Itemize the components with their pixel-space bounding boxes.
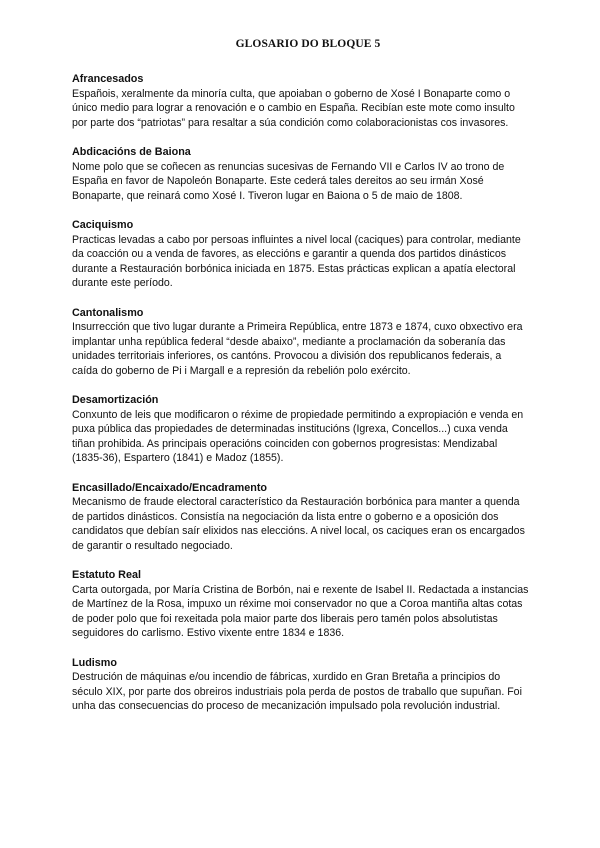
entry-term: Desamortización xyxy=(72,394,159,406)
entry-term: Encasillado/Encaixado/Encadramento xyxy=(72,481,268,494)
entry-definition: Practicas levadas a cabo por persoas influintes a nivel local (caciques) para controlar, mediante da coacción ou a venda de favores, as eleccións e garantir a quenda dos partidos dinásticos durante a Restauración borbónica iniciada en 1875. Estas prácticas explican a apatía electoral durante este período. xyxy=(72,233,521,289)
entry-definition: Españois, xeralmente da minoría culta, que apoiaban o goberno de Xosé I Bonaparte como o único medio para lograr a renovación e o cambio en España. Recibían este mote como insulto por parte dos “patriotas” para resaltar a súa condición como colaboracionistas cos invasores. xyxy=(72,87,515,129)
entry-term: Caciquismo xyxy=(72,219,134,231)
entry-definition: Nome polo que se coñecen as renuncias sucesivas de Fernando VII e Carlos IV ao trono de España en favor de Napoleón Bonaparte. Este cederá tales dereitos ao seu irmán Xosé Bonaparte, que reinará como Xosé I. Tiveron lugar en Baiona o 5 de maio de 1808. xyxy=(72,160,505,202)
entry-term: Cantonalismo xyxy=(72,306,144,319)
entry-definition: Conxunto de leis que modificaron o réxime de propiedade permitindo a expropiación e venda en puxa pública das propiedades de determinadas institucións (Igrexa, Concellos...) cuxa venda tiñan prohibida. As principais operacións coinciden con gobernos progresistas: Mendizabal (1835-36), Espartero (1841) e Madoz (1855). xyxy=(72,408,524,464)
entry-term: Ludismo xyxy=(72,656,117,669)
entry-definition: Destrución de máquinas e/ou incendio de fábricas, xurdido en Gran Bretaña a principios do século XIX, por parte dos obreiros industriais pola perda de postos de traballo que supuñan. Foi unha das consecuencias do proceso de mecanización impulsado pola revolución industrial. xyxy=(72,671,522,712)
entry-definition: Carta outorgada, por María Cristina de Borbón, nai e rexente de Isabel II. Redactada a instancias de Martínez de la Rosa, impuxo un réxime moi conservador no que a Coroa mantiña altas cotas de poder polo que foi rexeitada pola maior parte dos liberais pero tamén polos absolutistas seguidores do carlismo. Estivo vixente entre 1834 e 1836. xyxy=(72,583,529,639)
glossary-entry-desamortizacion xyxy=(72,393,530,466)
glossary-entry-estatuto-real xyxy=(72,568,530,641)
glossary-entry-afrancesados xyxy=(72,72,530,130)
entry-term: Abdicacións de Baiona xyxy=(72,146,191,158)
glossary-entry-abdicacions-de-baiona xyxy=(72,145,530,203)
entry-term: Estatuto Real xyxy=(72,569,141,581)
glossary-entry-encasillado xyxy=(72,481,530,554)
page-title: GLOSARIO DO BLOQUE 5 xyxy=(235,38,381,50)
glossary-entry-ludismo xyxy=(72,656,530,714)
glossary-entry-caciquismo xyxy=(72,218,530,291)
entry-definition: Mecanismo de fraude electoral característico da Restauración borbónica para manter a quenda de partidos dinásticos. Consistía na negociación da lista entre o goberno e a oposición dos candidatos que debían saír elixidos nas eleccións. A nivel local, os caciques eran os encargados de garantir o resultado negociado. xyxy=(72,496,525,552)
entry-term: Afrancesados xyxy=(72,73,144,85)
entry-definition: Insurrección que tivo lugar durante a Primeira República, entre 1873 e 1874, cuxo obxectivo era implantar unha república federal “desde abaixo”, mediante a proclamación da soberanía das unidades territoriais inferiores, os cantóns. Provocou a división dos republicanos federais, a caída do goberno de Pi i Margall e a represión da rebelión polo exército. xyxy=(72,321,523,377)
glossary-entry-cantonalismo xyxy=(72,306,530,379)
